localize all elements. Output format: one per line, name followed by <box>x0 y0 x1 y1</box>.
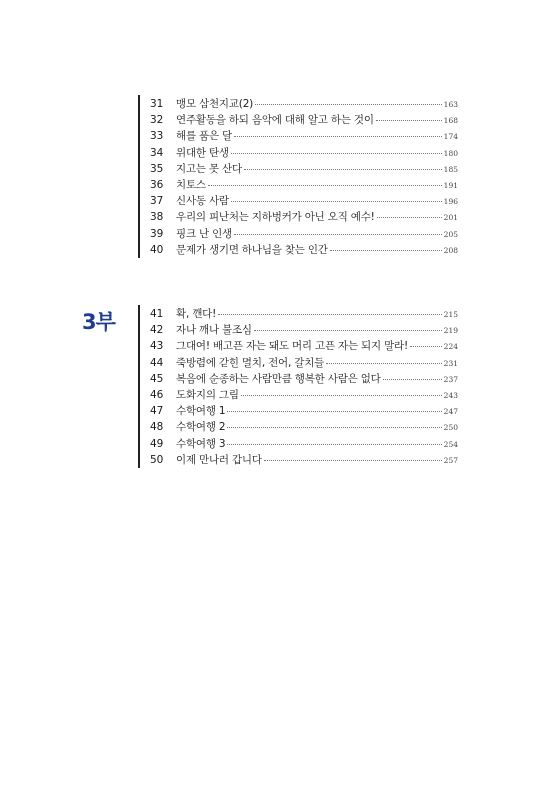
toc-dot-leader <box>326 363 442 364</box>
toc-dot-leader <box>234 136 442 137</box>
toc-entry <box>150 128 458 144</box>
toc-entry-page: 196 <box>443 197 458 207</box>
toc-entry-page: 257 <box>443 455 458 465</box>
toc-entry-title: 복음에 순종하는 사람만큼 행복한 사람은 없다 <box>176 372 381 385</box>
toc-entry-number: 48 <box>150 421 164 434</box>
toc-entry-number: 37 <box>150 195 164 208</box>
toc-entry-number: 31 <box>150 98 164 110</box>
toc-entry-title: 이제 만나러 갑니다 <box>176 453 262 466</box>
toc-section-part2 <box>138 95 458 258</box>
toc-entry <box>150 226 458 242</box>
toc-entry-title: 연주활동을 하되 음악에 대해 알고 하는 것이 <box>176 114 374 127</box>
toc-entry-page: 250 <box>443 423 458 433</box>
toc-entry-title: 해를 품은 달 <box>176 130 232 143</box>
toc-entry-page: 208 <box>443 245 458 255</box>
toc-dot-leader <box>234 234 442 235</box>
toc-dot-leader <box>244 169 442 170</box>
toc-entry-page: 191 <box>443 181 458 190</box>
toc-entry-title: 핑크 난 인생 <box>176 227 232 240</box>
toc-entry-page: 219 <box>443 326 458 336</box>
toc-entry <box>150 419 458 435</box>
toc-entry-title: 수학여행 2 <box>176 421 226 434</box>
toc-entry-number: 44 <box>150 356 164 369</box>
toc-dot-leader <box>377 217 442 218</box>
toc-dot-leader <box>376 120 442 121</box>
toc-entry-page: 231 <box>443 358 458 368</box>
toc-entry-page: 247 <box>443 407 458 417</box>
toc-entry <box>150 371 458 387</box>
part-3-heading: 3부 <box>82 310 115 334</box>
toc-entry <box>150 452 458 468</box>
toc-entry-title: 문제가 생기면 하나님을 찾는 인간 <box>176 243 328 256</box>
toc-entry-number: 41 <box>150 308 164 320</box>
toc-entry <box>150 387 458 403</box>
toc-entry <box>150 177 458 193</box>
toc-dot-leader <box>330 250 442 251</box>
toc-entry <box>150 436 458 452</box>
toc-entry <box>150 193 458 209</box>
toc-entry <box>150 112 458 128</box>
toc-entry-number: 46 <box>150 389 164 401</box>
toc-entry-title: 확, 깬다! <box>176 308 217 320</box>
toc-entry-page: 237 <box>443 374 458 384</box>
toc-entry-number: 35 <box>150 162 164 175</box>
toc-entry-title: 맹모 삼천지교(2) <box>176 98 254 110</box>
toc-entry-page: 243 <box>443 391 458 400</box>
toc-entry-page: 215 <box>443 310 458 319</box>
toc-dot-leader <box>254 330 442 331</box>
toc-entry-title: 수학여행 1 <box>176 405 226 418</box>
toc-entry-number: 45 <box>150 372 164 385</box>
toc-dot-leader <box>227 427 441 428</box>
toc-entry <box>150 145 458 161</box>
toc-entry-number: 43 <box>150 340 164 353</box>
toc-entry-title: 신사동 사람 <box>176 195 229 208</box>
toc-entry-number: 42 <box>150 324 164 337</box>
toc-dot-leader <box>227 411 441 412</box>
toc-entry-page: 168 <box>443 116 458 126</box>
toc-entry-title: 수학여행 3 <box>176 437 226 450</box>
toc-section-part3 <box>138 305 458 468</box>
toc-entry-number: 32 <box>150 114 164 127</box>
toc-entry-number: 50 <box>150 453 164 466</box>
toc-entry-page: 224 <box>443 342 458 352</box>
toc-entry-number: 36 <box>150 179 164 191</box>
toc-entry-title: 죽방렴에 갇힌 멸치, 전어, 갈치들 <box>176 356 325 369</box>
toc-entry-page: 185 <box>443 164 458 174</box>
toc-entry-title: 지고는 못 산다 <box>176 162 242 175</box>
toc-entry-number: 39 <box>150 227 164 240</box>
toc-entry-page: 180 <box>443 148 458 158</box>
toc-dot-leader <box>231 153 442 154</box>
toc-dot-leader <box>255 104 442 105</box>
toc-entry <box>150 338 458 354</box>
toc-dot-leader <box>231 201 442 202</box>
toc-entry <box>150 403 458 419</box>
toc-entry-title: 우리의 피난처는 지하벙커가 아닌 오직 예수! <box>176 211 375 224</box>
toc-entry <box>150 322 458 338</box>
toc-dot-leader <box>218 314 442 315</box>
toc-entry-title: 자나 깨나 불조심 <box>176 324 252 337</box>
toc-dot-leader <box>227 444 441 445</box>
toc-entry <box>150 209 458 225</box>
toc-entry-page: 205 <box>443 229 458 239</box>
toc-entry-page: 254 <box>443 439 458 449</box>
toc-entry-title: 위대한 탄생 <box>176 146 229 159</box>
toc-dot-leader <box>410 346 442 347</box>
toc-entry <box>150 161 458 177</box>
toc-entry-page: 163 <box>443 100 458 109</box>
toc-entry-number: 38 <box>150 211 164 224</box>
toc-entry <box>150 96 458 112</box>
toc-dot-leader <box>208 185 442 186</box>
toc-entry <box>150 242 458 258</box>
toc-entry-number: 47 <box>150 405 164 418</box>
toc-entry-title: 그대여! 배고픈 자는 돼도 머리 고픈 자는 되지 말라! <box>176 340 408 353</box>
toc-entry-page: 201 <box>443 213 458 223</box>
toc-entry-title: 치토스 <box>176 179 206 191</box>
toc-entry-number: 33 <box>150 130 164 143</box>
toc-entry <box>150 306 458 322</box>
toc-dot-leader <box>264 460 442 461</box>
toc-entry-page: 174 <box>443 132 458 142</box>
toc-dot-leader <box>383 379 442 380</box>
toc-dot-leader <box>241 395 442 396</box>
toc-entry <box>150 355 458 371</box>
toc-entry-number: 34 <box>150 146 164 159</box>
toc-entry-number: 49 <box>150 437 164 450</box>
toc-entry-title: 도화지의 그림 <box>176 389 239 401</box>
toc-entry-number: 40 <box>150 243 164 256</box>
